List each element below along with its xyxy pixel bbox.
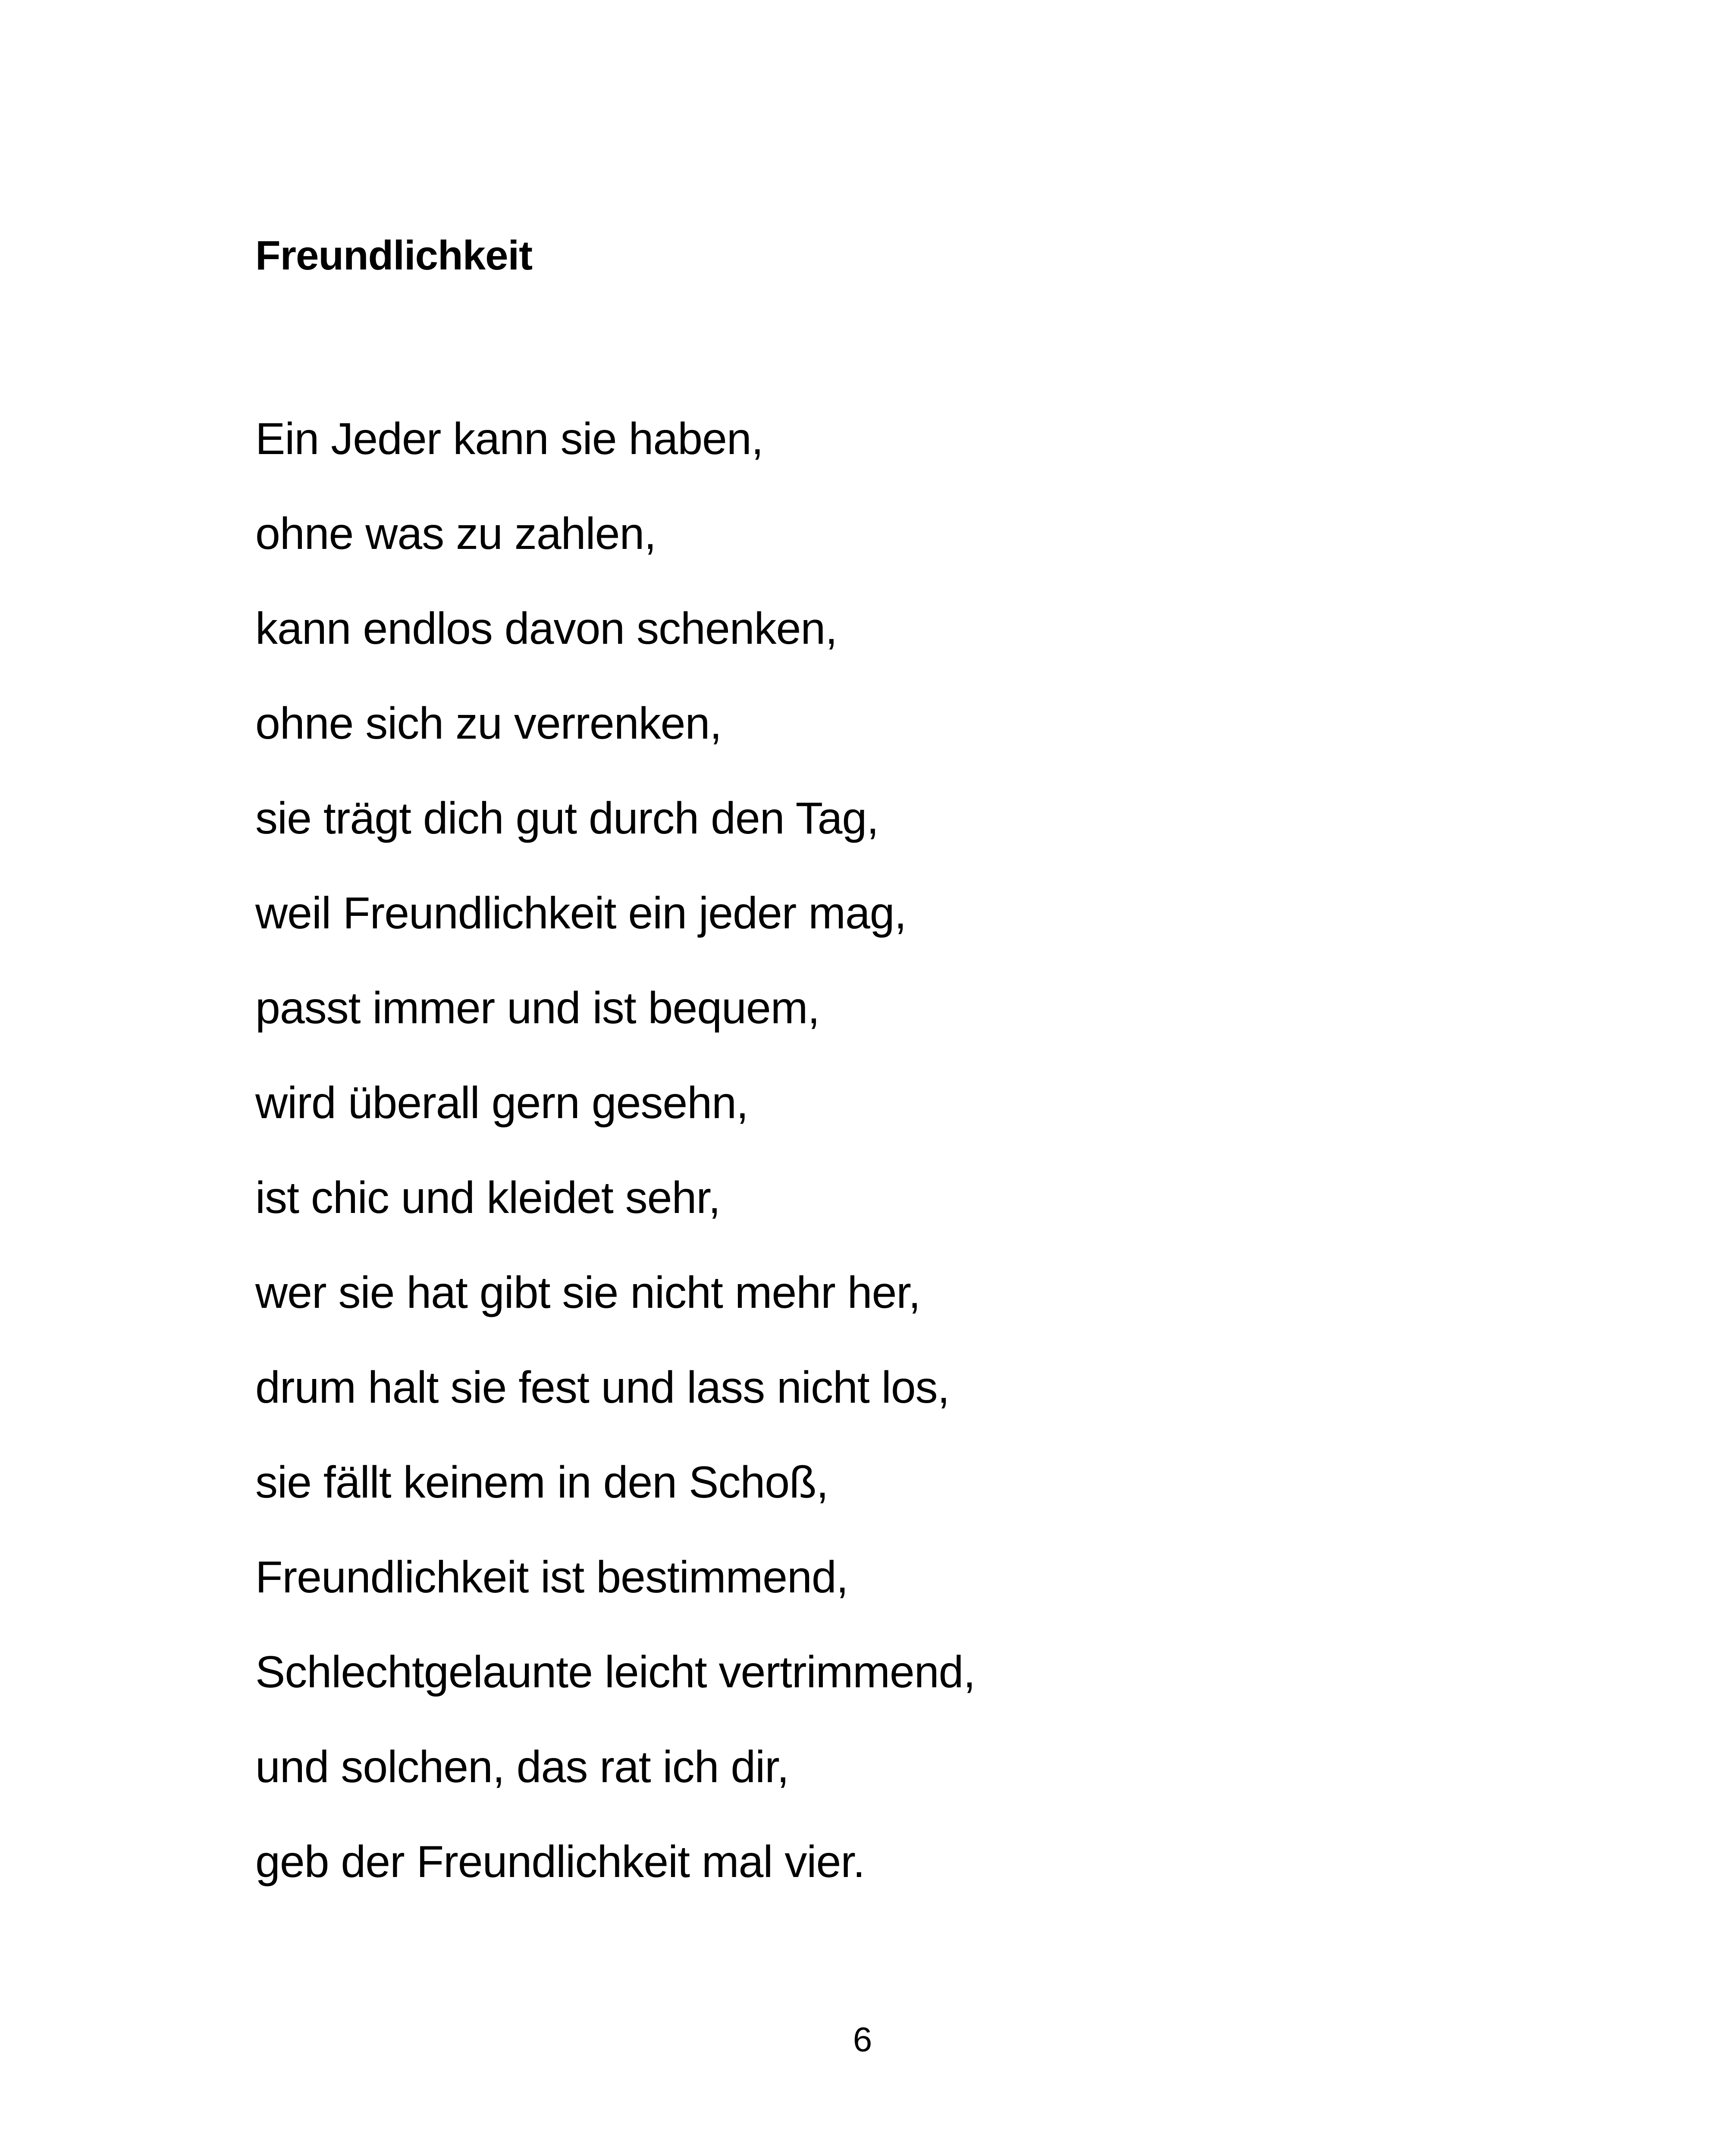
poem-line: sie trägt dich gut durch den Tag,	[255, 793, 879, 843]
poem-line: Freundlichkeit ist bestimmend,	[255, 1552, 848, 1602]
poem-line: weil Freundlichkeit ein jeder mag,	[255, 888, 907, 938]
poem-line: ist chic und kleidet sehr,	[255, 1173, 721, 1223]
poem-line: kann endlos davon schenken,	[255, 604, 838, 654]
poem-line: drum halt sie fest und lass nicht los,	[255, 1363, 950, 1413]
poem-line: Ein Jeder kann sie haben,	[255, 414, 763, 464]
poem-line: geb der Freundlichkeit mal vier.	[255, 1837, 865, 1887]
poem-body	[255, 413, 975, 1931]
poem-line: sie fällt keinem in den Schoß,	[255, 1457, 828, 1507]
poem-line: und solchen, das rat ich dir,	[255, 1742, 789, 1792]
poem-line: wird überall gern gesehn,	[255, 1078, 748, 1128]
page-number: 6	[853, 2020, 872, 2059]
poem-title: Freundlichkeit	[255, 232, 533, 279]
poem-line: ohne sich zu verrenken,	[255, 699, 722, 749]
poem-line: passt immer und ist bequem,	[255, 983, 820, 1033]
poem-line: Schlechtgelaunte leicht vertrimmend,	[255, 1647, 976, 1697]
poem-line: ohne was zu zahlen,	[255, 509, 656, 559]
poem-line: wer sie hat gibt sie nicht mehr her,	[255, 1268, 921, 1318]
